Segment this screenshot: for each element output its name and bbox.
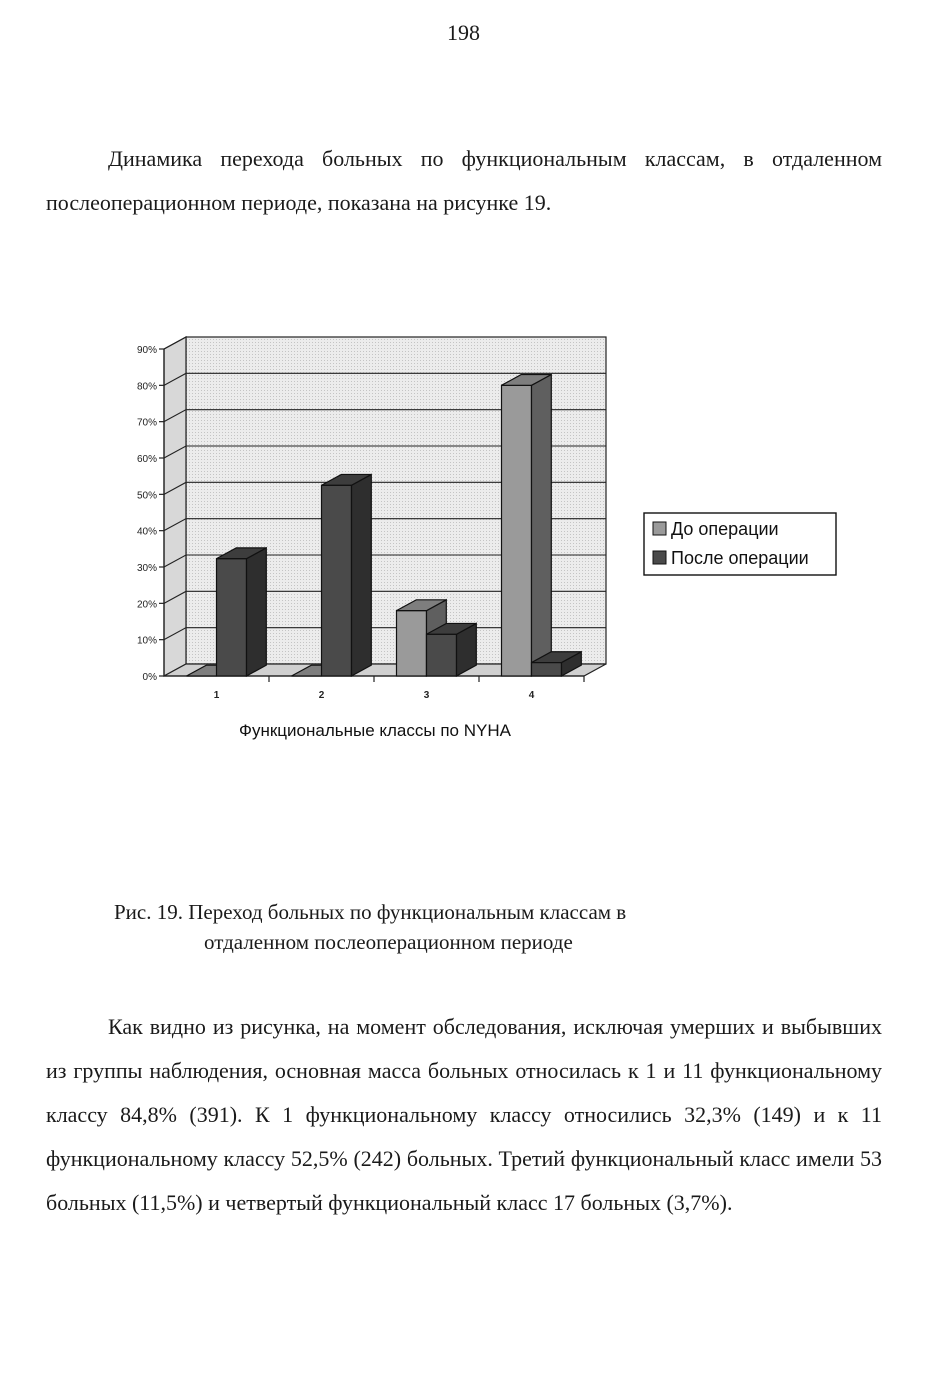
y-tick-label: 50% <box>136 490 157 502</box>
legend-swatch <box>653 522 666 535</box>
y-tick-label: 40% <box>136 526 157 538</box>
bar-side <box>247 548 267 676</box>
bar-front <box>532 663 562 676</box>
y-tick-label: 10% <box>136 635 157 647</box>
legend-label: До операции <box>671 519 779 539</box>
bar-side <box>532 375 552 676</box>
y-tick-label: 20% <box>136 599 157 611</box>
caption-line-1: Рис. 19. Переход больных по функциональным классам в <box>114 900 627 924</box>
bar-front <box>397 611 427 676</box>
x-tick-label: 3 <box>423 690 430 701</box>
bar-front <box>502 385 532 676</box>
y-tick-label: 70% <box>136 417 157 429</box>
y-tick-label: 0% <box>142 672 157 683</box>
body-paragraph: Как видно из рисунка, на момент обследования, исключая умерших и выбывших из группы наблюдения, основная масса больных относилась к 1 и 11 функциональному классу 84,8% (391). К 1 функциональному классу относились 32,3% (149) и к 11 функциональному классу 52,5% (242) больных. Третий функциональный класс имели 53 больных (11,5%) и четвертый функциональный класс 17 больных (3,7%). <box>46 1014 882 1215</box>
legend-label: После операции <box>671 548 809 568</box>
caption-line-2: отдаленном послеоперационном периоде <box>204 930 573 954</box>
chart-side-wall <box>164 337 186 676</box>
y-tick-label: 80% <box>136 381 157 393</box>
legend-swatch <box>653 551 666 564</box>
x-tick-label: 2 <box>318 690 325 701</box>
y-tick-label: 30% <box>136 563 157 574</box>
x-tick-label: 1 <box>213 690 220 701</box>
x-axis-title: Функциональные классы по NYHA <box>239 721 511 740</box>
intro-paragraph: Динамика перехода больных по функциональным классам, в отдаленном послеоперационном периоде, показана на рисунке 19. <box>46 146 882 215</box>
y-tick-label: 90% <box>136 345 157 356</box>
x-tick-label: 4 <box>528 690 535 701</box>
bar-front <box>322 485 352 676</box>
y-tick-label: 60% <box>136 454 157 465</box>
bar-side <box>352 474 372 676</box>
bar-front <box>217 559 247 676</box>
page-number: 198 <box>447 20 480 45</box>
figure-caption <box>114 897 626 957</box>
bar-front <box>427 634 457 676</box>
